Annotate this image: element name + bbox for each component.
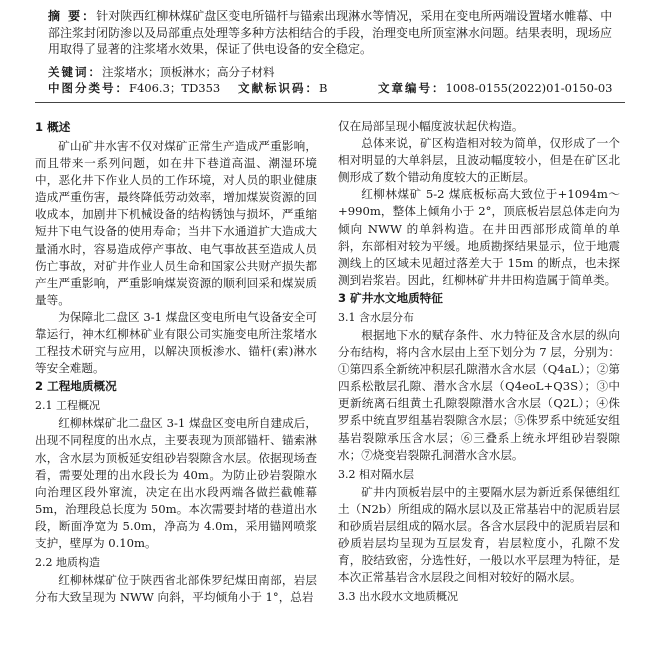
doc-code-field — [238, 80, 327, 97]
paragraph: 红柳林煤矿位于陕西省北部侏罗纪煤田南部，岩层分布大致呈现为 NWW 向斜，平均倾角小于 1°，总岩 — [35, 573, 317, 605]
abstract-label: 摘 要： — [48, 9, 97, 23]
clc-field — [48, 81, 220, 95]
subsection-heading: 3.3 出水段水文地质概况 — [338, 590, 458, 604]
subsection-heading: 2.1 工程概况 — [35, 399, 100, 413]
paragraph: 矿山矿井水害不仅对煤矿正常生产造成严重影响，而且带来一系列问题，如在井下巷道高温、潮湿环境中，恶化井下作业人员的工作环境，对人员的职业健康造成严重伤害，最终降低劳动效率，增加煤炭资源的回收成本，加剧井下机械设备的结构锈蚀与损坏，严重缩短井下电气设备的使用寿命；当井下水通道扩大造成大量涌水时，容易造成停产事故、电气事故甚至造成人员伤亡事故，对矿井作业人员生命和国家公共财产损失都产生严重影响，严重影响煤炭资源的顺利回采和煤炭质量等。 — [35, 139, 317, 307]
paragraph: 总体来说，矿区构造相对较为简单，仅形成了一个相对明显的大单斜层，且波动幅度较小，但是在矿区北侧形成了数个错动角度较大的正断层。 — [338, 136, 620, 185]
doc-code-value: B — [319, 81, 328, 95]
article-number-label: 文章编号： — [378, 81, 446, 95]
section-heading: 2 工程地质概况 — [35, 379, 117, 394]
clc-value: F406.3；TD353 — [129, 81, 221, 95]
article-number-field — [378, 80, 612, 97]
article-number-value: 1008-0155(2022)01-0150-03 — [445, 81, 613, 95]
section-heading: 3 矿井水文地质特征 — [338, 290, 443, 305]
subsection-heading: 2.2 地质构造 — [35, 556, 100, 570]
doc-code-label: 文献标识码： — [238, 81, 319, 95]
clc-label: 中图分类号： — [48, 81, 129, 95]
keywords — [48, 64, 623, 81]
right-column — [338, 118, 620, 606]
paragraph: 根据地下水的赋存条件、水力特征及含水层的纵向分布结构，将内含水层由上至下划分为 7 层，分别为：①第四系全新统冲积层孔隙潜水含水层（Q4aL）；②第四系松散层孔隙、潜水含水层（Q4eoL+Q3S）；③中更新统离石组黄土孔隙裂隙潜水含水层（Q2L）；④侏罗系中统直罗组基岩裂隙含水层；⑤侏罗系中统延安组基岩裂隙承压含水层；⑥三叠系上统永坪组砂岩裂隙水；⑦烧变岩裂隙孔洞潜水含水层。 — [338, 327, 620, 462]
abstract-text: 针对陕西红柳林煤矿盘区变电所锚杆与锚索出现淋水等情况，采用在变电所两端设置堵水帷幕、中部注浆封闭防渗以及局部重点处理等多种方法相结合的手段，治理变电所顶室淋水问题。结果表明，现场应用取得了显著的注浆堵水效果，保证了供电设备的安全稳定。 — [48, 9, 613, 56]
paragraph: 红柳林煤矿 5-2 煤底板标高大致位于+1094m～+990m，整体上倾角小于 2°，顶底板岩层总体走向为倾向 NWW 的单斜构造。在井田西部形成简单的单斜，东部相对较为平缓。地质勘探结果显示，位于地震测线上的区域未见超过落差大于 15m 的断点，也未探测到岩浆岩。因此，红柳林矿井井田构造属于简单类。 — [338, 187, 620, 287]
paragraph: 仅在局部呈现小幅度波状起伏构造。 — [338, 119, 524, 133]
paragraph: 为保障北二盘区 3-1 煤盘区变电所电气设备安全可靠运行，神木红柳林矿业有限公司实施变电所注浆堵水工程技术研究与应用，以解决顶板渗水、锚杆(索)淋水等安全难题。 — [35, 309, 317, 376]
subsection-heading: 3.1 含水层分布 — [338, 310, 414, 324]
subsection-heading: 3.2 相对隔水层 — [338, 467, 414, 481]
abstract-paragraph — [48, 8, 623, 58]
left-column — [35, 118, 317, 606]
keywords-text: 注浆堵水；顶板淋水；高分子材料 — [102, 65, 275, 79]
classification-line — [48, 80, 623, 97]
paragraph: 矿井内顶板岩层中的主要隔水层为新近系保德组红土（N2b）所组成的隔水层以及正常基岩中的泥质岩层和砂质岩层组成的隔水层。各含水层段中的泥质岩层和砂质岩层均呈现为互层发育，岩层粒度小，孔隙不发育，胶结致密，分选性好，一般以水平层理为特征，是本次正常基岩含水层段之间相对较好的隔水层。 — [338, 484, 620, 585]
keywords-label: 关键词： — [48, 65, 102, 79]
abstract — [48, 8, 623, 58]
section-heading: 1 概述 — [35, 120, 71, 134]
header-divider — [35, 102, 625, 103]
paragraph: 红柳林煤矿北二盘区 3-1 煤盘区变电所自建成后，出现不同程度的出水点，主要表现为顶部锚杆、锚索淋水，含水层为顶板延安组砂岩裂隙含水层。依据现场查看，需要处理的出水段长为 40m。为防止砂岩裂隙水向治理区段外窜流，决定在出水段两端各做拦截帷幕 5m，治理段总长度为 50m。本次需要封堵的巷道出水段，断面净宽为 5.0m，净高为 4.0m，采用锚网喷浆支护，壁厚为 0.10m。 — [35, 416, 317, 550]
